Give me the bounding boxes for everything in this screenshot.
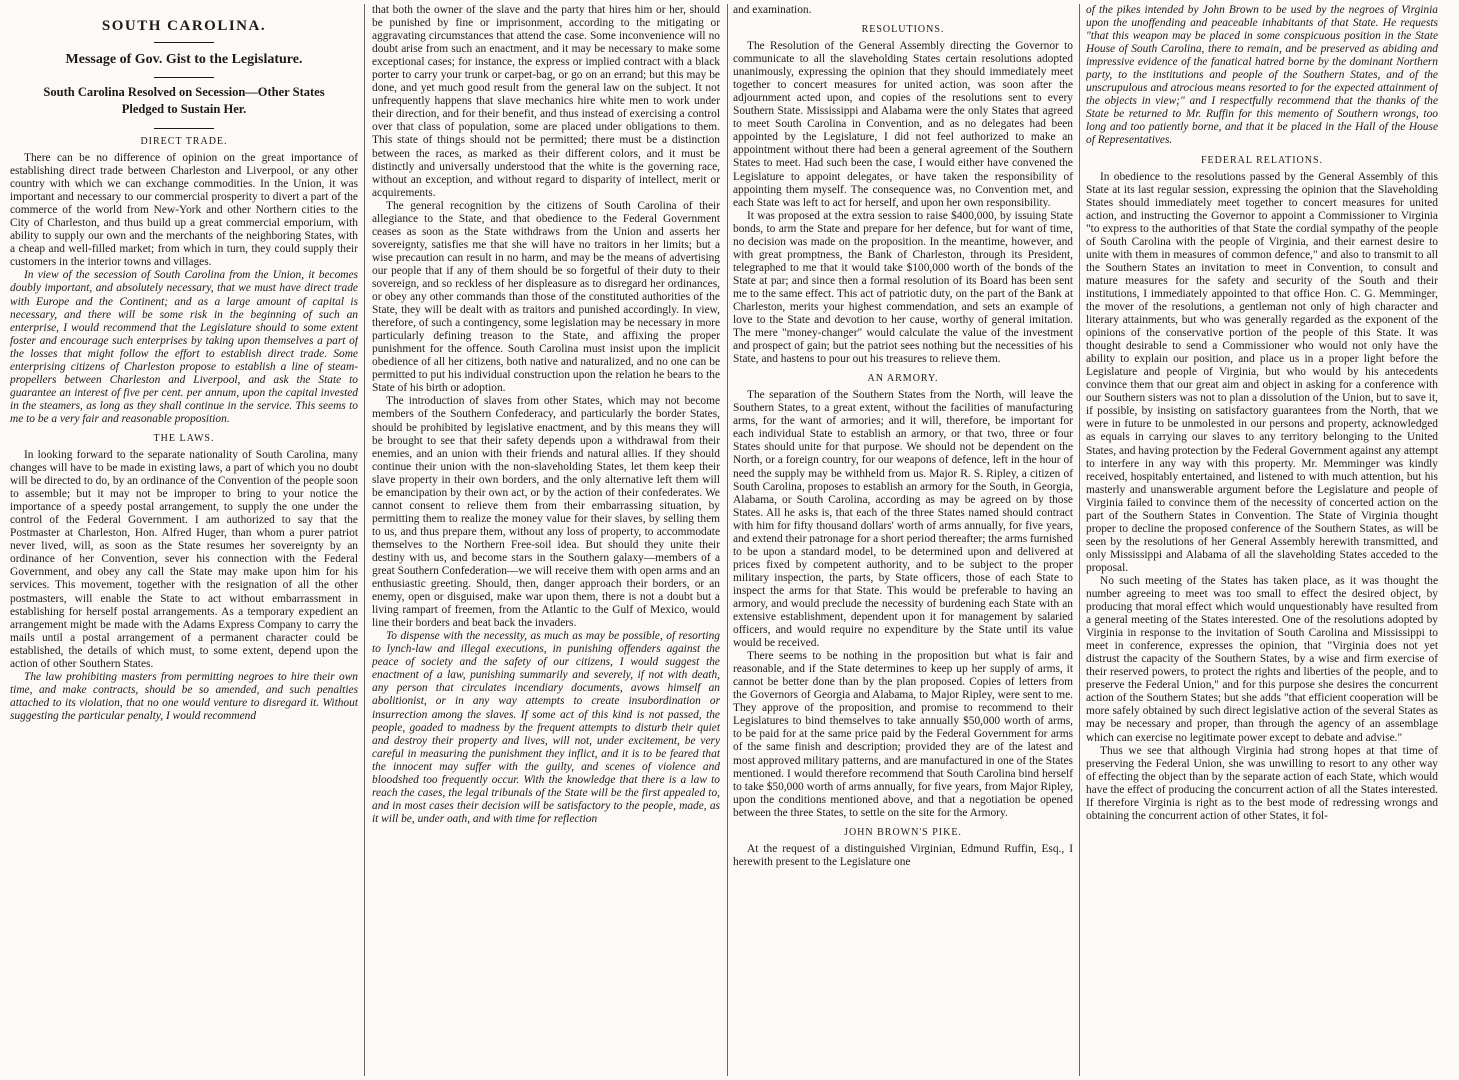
paragraph: and examination. xyxy=(733,4,812,16)
headline: Message of Gov. Gist to the Legislature. xyxy=(65,52,303,67)
subheadline: South Carolina Resolved on Secession—Other States Pledged to Sustain Her. xyxy=(43,85,325,116)
column-rule xyxy=(1079,4,1080,1076)
paragraph: The Resolution of the General Assembly directing the Governor to communicate to all the slaveholding States certain resolutions adopted unanimously, expressing the opinion that they should immediately meet together to concert measures for united action, was soon after the adjournment acted upon, and copies of the resolutions sent to every Southern State. Mississippi and Alabama were the only States that agreed to meet South Carolina in Convention, and as no delegates had been appointed by the Legislature, I did not feel authorized to make an appointment without there had been a general agreement of the Southern States to meet. Had such been the case, I would either have convened the Legislature to appoint delegates, or have taken the responsibility of appointing them myself. The consequence was, no Convention met, and each State was left to act for herself, and upon her own responsibility. xyxy=(733,40,1073,209)
paragraph: To dispense with the necessity, as much as may be possible, of resorting to lynch-law and illegal executions, in punishing offenders against the peace of society and the safety of our citizens, I would suggest the enactment of a law, punishing summarily and severely, if not with death, any person that circulates incendiary documents, avows himself an abolitionist, or in any way attempts to create insubordination or insurrection among the slaves. If some act of this kind is not passed, the people, goaded to madness by the frequent attempts to disturb their quiet and destroy their property and lives, will not, under excitement, be very careful in measuring the punishment they inflict, and it is to be feared that the innocent may suffer with the guilty, and scenes of violence and bloodshed too frequently occur. With the knowledge that there is a law to reach the cases, the legal tribunals of the State will be the first appealed to, and in most cases their decision will be satisfactory to the people, made, as it will be, under oath, and with time for reflection xyxy=(372,630,720,825)
paragraph: It was proposed at the extra session to raise $400,000, by issuing State bonds, to arm the State and prepare for her defence, but for want of time, no decision was made on the proposition. In the meantime, however, and with great promptness, the Bank of Charleston, through its President, telegraphed to me that it would take $100,000 worth of the bonds of the State at par; and since then a formal resolution of its Board has been sent me to the same effect. This act of patriotic duty, on the part of the Bank at Charleston, merits your highest commendation, and sets an example of love to the State and devotion to her cause, worthy of general imitation. The mere "money-changer" would calculate the value of the investment and prospect of gain; but the patriot sees nothing but the necessities of his State, and hastens to pour out his treasures to relieve them. xyxy=(733,209,1073,366)
column-3 xyxy=(733,4,1073,1076)
section-heading-federal-relations: FEDERAL RELATIONS. xyxy=(1200,154,1324,166)
paragraph: No such meeting of the States has taken place, as it was thought the number agreeing to meet was too small to effect the desired object, by producing that moral effect which would unquestionably have resulted from a general meeting of the States interested. One of the resolutions adopted by Virginia in response to the invitation of South Carolina and Mississippi to meet in conference, expresses the opinion, that "Virginia does not yet distrust the capacity of the Southern States, by a wise and firm exercise of their reserved powers, to protect the rights and liberties of the people, and to preserve the Federal Union," and for this purpose she desires the concurrent action of the Southern States; but she adds "that efficient cooperation will be more safely obtained by such direct legislative action of the several States as may be necessary and proper, than through the agency of an assemblage which can exercise no legitimate power except to debate and advise." xyxy=(1086,574,1438,744)
column-1 xyxy=(10,4,358,1076)
headline-rule xyxy=(154,77,214,78)
section-heading-resolutions: RESOLUTIONS. xyxy=(861,24,945,36)
column-2 xyxy=(372,4,720,1076)
paragraph: The law prohibiting masters from permitting negroes to hire their own time, and make contracts, should be so amended, and such penalties attached to its violation, that no one would venture to disregard it. Without suggesting the particular penalty, I would recommend xyxy=(10,670,358,722)
paragraph: In looking forward to the separate nationality of South Carolina, many changes will have to be made in existing laws, a part of which you no doubt will be directed to do, by an ordinance of the Convention of the people soon to assemble; but it may not be improper to bring to your notice the importance of a speedy postal arrangement, to supply the one under the control of the Federal Government. I am authorized to say that the Postmaster at Charleston, Hon. Alfred Huger, than whom a purer patriot never lived, will, as soon as the State resumes her sovereignty by an ordinance of her Convention, sever his connection with the Federal Government, and obey any call the State may make upon him for his services. This movement, together with the resignation of all the other postmasters, will enable the State to act without embarrassment in establishing for herself postal arrangements. As a temporary expedient an arrangement might be made with the Adams Express Company to carry the mails until a postal arrangement of a permanent character could be established, the details of which must, to some extent, depend upon the action of other Southern States. xyxy=(10,448,358,670)
column-4 xyxy=(1086,4,1438,1076)
paragraph: There seems to be nothing in the proposition but what is fair and reasonable, and if the State determines to keep up her supply of arms, it cannot be better done than by the plan proposed. Copies of letters from the Governors of Georgia and Alabama, to Major Ripley, were sent to me. They approve of the proposition, and promise to recommend to their Legislatures to bind themselves to take annually $50,000 worth of arms, to be paid for at the same price paid by the Federal Government for arms of the same finish and description; provided they are of the latest and most approved military patterns, and are manufactured in one of the States mentioned. I would therefore recommend that South Carolina bind herself to take $50,000 worth of arms annually, for five years, from Major Ripley, upon the conditions mentioned above, and that a negotiation be opened between the three States, to settle on the site for the Armory. xyxy=(733,650,1073,819)
paragraph: that both the owner of the slave and the party that hires him or her, should be punished by fine or imprisonment, according to the mitigating or aggravating circumstances that attend the case. Some inconvenience will no doubt arise from such an enactment, and it may be necessary to make some exceptional cases; for instance, the express or implied contract with a black porter to carry your trunk or carpet-bag, or go on an errand; but this may be done, and yet much good result from the general law on the subject. It not unfrequently happens that slave mechanics hire white men to work under their direction, and for their benefit, and thus instead of exercising a control over that class of population, some are placed under obligations to them. This state of things should not be permitted; there must be a distinction between the races, as marked as their different colors, and it must be distinctly and universally understood that the white is the governing race, without an exception, and without regard to disparity of intellect, merit or acquirements. xyxy=(372,4,720,199)
paragraph: In view of the secession of South Carolina from the Union, it becomes doubly important, and absolutely necessary, that we must have direct trade with Europe and the Continent; and as a large amount of capital is necessary, and there will be some risk in the beginning of such an enterprise, I would recommend that the Legislature should to some extent foster and encourage such enterprises by taking upon themselves a part of the losses that might follow the effort to establish direct trade. Some enterprising citizens of Charleston propose to establish a line of steam-propellers between Charleston and Liverpool, and ask the State to guarantee an interest of five per cent. per annum, upon the capital invested in the steamers, as long as they shall continue in the service. This seems to me to be a very fair and reasonable proposition. xyxy=(10,269,358,425)
paragraph: of the pikes intended by John Brown to be used by the negroes of Virginia upon the unoffending and peaceable inhabitants of that State. He requests "that this weapon may be placed in some conspicuous position in the State House of South Carolina, there to remain, and be preserved as abiding and impressive evidence of the fanatical hatred borne by the dominant Northern party, to the institutions and people of the Southern States, and of the unscrupulous and atrocious means resorted to for the expected attainment of the objects in view;" and I respectfully recommend that the thanks of the State be returned to Mr. Ruffin for this memento of Southern wrongs, too long and too patiently borne, and that it be placed in the Hall of the House of Representatives. xyxy=(1086,4,1438,147)
paragraph: The general recognition by the citizens of South Carolina of their allegiance to the State, and that obedience to the Federal Government ceases as soon as the State withdraws from the Union and asserts her sovereignty, satisfies me that she will have no traitors in her limits; but a wise precaution can result in no harm, and may be the means of advertising our people that if any of them should be so forgetful of their duty to their sovereign, and so reckless of her displeasure as to disregard her ordinances, or obey any other commands than those of the constituted authorities of the State, they will be dealt with as traitors and punished accordingly. In view, therefore, of such a contingency, some legislation may be necessary in more particularly defining treason to the State, and affixing the proper punishment for the offence. South Carolina must insist upon the implicit obedience of all her citizens, both native and naturalized, and no one can be permitted to put his individual construction upon the relation he bears to the State of his birth or adoption. xyxy=(372,199,720,395)
section-heading-direct-trade: DIRECT TRADE. xyxy=(140,136,228,147)
paragraph: The separation of the Southern States from the North, will leave the Southern States, to a great extent, without the facilities of manufacturing arms, for the want of armories; and it will, therefore, be important for each individual State to establish an armory, or that two, three or four States should unite for that purpose. We should not be dependent on the North, or a foreign country, for our weapons of defence, left in the hour of need the supply may be withheld from us. Major R. S. Ripley, a citizen of South Carolina, proposes to establish an armory for the South, in Georgia, Alabama, or South Carolina, according as may be agreed on by those States. All he asks is, that each of the three States named should contract with him for fifty thousand dollars' worth of arms annually, for five years, and extend their patronage for a short period thereafter; the arms furnished to be upon a standard model, to be determined upon and delivered at prices fixed by competent authority, and to be subject to the proper military inspection, the parts, by State officers, those of each State to inspect the arms for that State. This would be preferable to having an armory, and would preclude the necessity of burdening each State with an extensive establishment, dependent upon it for management by salaried officers, and would require no expenditure by the State until its value would be received. xyxy=(733,389,1073,650)
paragraph: There can be no difference of opinion on the great importance of establishing direct trade between Charleston and Liverpool, or any other country with which we can exchange commodities. In the Union, it was important and necessary to our commercial prosperity to divert a part of the commerce of the world from New-York and other Northern cities to the City of Charleston, and thus build up a great commercial emporium, with ability to supply our own and the merchants of the neighboring States, with a cheap and well-filled market; from which in turn, they could supply their customers in the interior towns and villages. xyxy=(10,152,358,269)
subheadline-rule xyxy=(154,128,214,129)
masthead: SOUTH CAROLINA. xyxy=(101,18,267,34)
paragraph: In obedience to the resolutions passed by the General Assembly of this State at its last regular session, expressing the opinion that the Slaveholding States should immediately meet together to concert measures for united action, and instructing the Governor to appoint a Commissioner to Virginia "to express to the authorities of that State the cordial sympathy of the people of South Carolina with the people of Virginia, and their earnest desire to unite with them in measures of common defence," and also to transmit to all the Southern States an invitation to meet in Convention, to consult and mature measures for the safety and security of the South and their institutions, I immediately appointed to that office Hon. C. G. Memminger, the mover of the resolutions, a gentleman not only of high character and literary attainments, but who was generally regarded as the exponent of the opinions of the conservative portion of the people of this State. It was thought desirable to send a Commissioner who would not only have the ability to explain our position, and place us in a proper light before the Legislature and people of Virginia, but who would by his antecedents convince them that our great aim and object in asking for a conference with our Southern sisters was not to plan a dissolution of the Union, but to save it, if possible, by insisting on satisfactory guarantees from the North, that we were in future to be unmolested in our persons and property, acknowledged as equals in carrying our slaves to any territory belonging to the United States, and having protection by the Federal Government against any attempt to interfere in any way with this property. Mr. Memminger was kindly received, hospitably entertained, and listened to with much attention, but his masterly and unanswerable argument before the Legislature and people of Virginia failed to convince them of the necessity of concerted action on the part of the Southern States in Convention. The State of Virginia thought proper to decline the proposed conference of the Southern States, as will be seen by the resolutions of her General Assembly herewith transmitted, and only Mississippi and Alabama of all the slaveholding States acceded to the proposal. xyxy=(1086,170,1438,574)
column-rule xyxy=(364,4,365,1076)
section-heading-an-armory: AN ARMORY. xyxy=(867,373,939,385)
paragraph: Thus we see that although Virginia had strong hopes at that time of preserving the Federal Union, she was unwilling to resort to any other way of effecting the object than by the separate action of each State, which would have the effect of producing the concurrent action of all the States interested. If therefore Virginia is right as to the best mode of redressing wrongs and obtaining the concurrent action of other States, it fol- xyxy=(1086,744,1438,822)
section-heading-the-laws: THE LAWS. xyxy=(153,432,215,444)
paragraph: At the request of a distinguished Virginian, Edmund Ruffin, Esq., I herewith present to the Legislature one xyxy=(733,842,1073,868)
masthead-rule xyxy=(154,42,214,43)
section-heading-john-browns-pike: JOHN BROWN'S PIKE. xyxy=(844,826,962,838)
column-rule xyxy=(727,4,728,1076)
paragraph: The introduction of slaves from other States, which may not become members of the Southern Confederacy, and particularly the border States, should be prohibited by legislative enactment, and by this means they will be brought to see that their safety depends upon a withdrawal from their enemies, and an union with their friends and natural allies. If they should continue their union with the non-slaveholding States, let them keep their slave property in their own borders, and the only alternative left them will be emancipation by their own act, or by the action of their confederates. We cannot consent to relieve them from their embarrassing situation, by permitting them to realize the money value for their slaves, by selling them to us, and thus prepare them, without any loss of property, to accommodate themselves to the Northern Free-soil idea. But should they unite their destiny with us, and become stars in the Southern galaxy—members of a great Southern Confederation—we will receive them with open arms and an enthusiastic greeting. Should, then, danger approach their borders, or an enemy, open or disguised, make war upon them, there is not a doubt but a living rampart of freemen, from the Atlantic to the Gulf of Mexico, would line their borders and beat back the invaders. xyxy=(372,395,720,630)
